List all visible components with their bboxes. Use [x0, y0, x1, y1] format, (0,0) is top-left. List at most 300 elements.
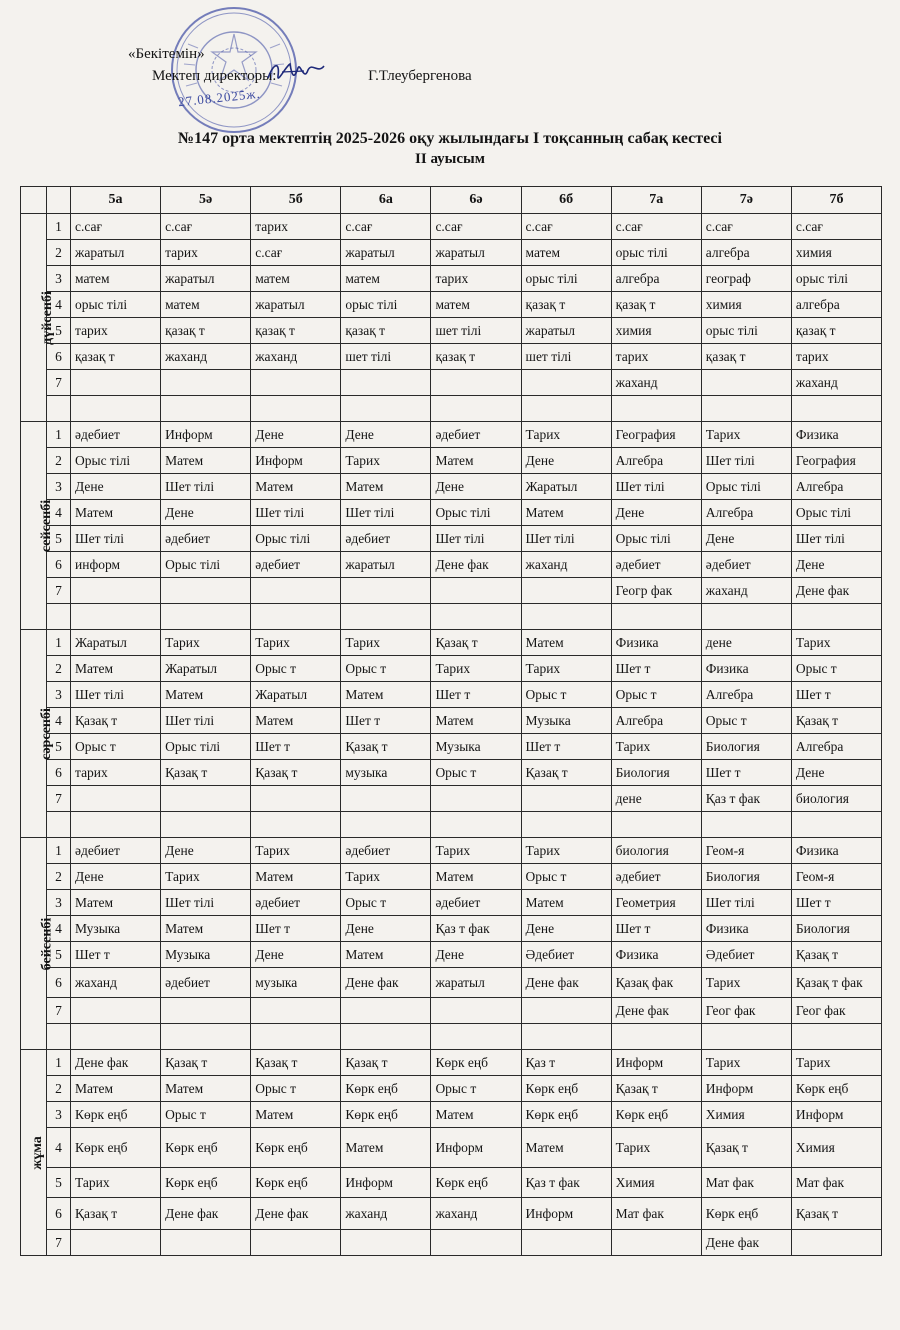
lesson-row: [21, 838, 882, 864]
lesson-cell: Матем: [521, 1128, 611, 1168]
lesson-cell: [161, 578, 251, 604]
day-name: сәрсенбі: [38, 708, 54, 760]
lesson-cell: матем: [431, 292, 521, 318]
lesson-cell: [431, 786, 521, 812]
lesson-row: [21, 916, 882, 942]
lesson-number: 2: [47, 240, 71, 266]
lesson-cell: Матем: [431, 708, 521, 734]
lesson-cell: Биология: [611, 760, 701, 786]
lesson-cell: с.сағ: [521, 214, 611, 240]
lesson-cell: Жаратыл: [521, 474, 611, 500]
spacer-row: [21, 604, 882, 630]
class-header: 5а: [71, 187, 161, 214]
lesson-cell: Орыс т: [341, 890, 431, 916]
lesson-cell: Тарих: [161, 864, 251, 890]
lesson-cell: жаханд: [71, 968, 161, 998]
lesson-cell: Шет т: [251, 734, 341, 760]
lesson-cell: Орыс тілі: [791, 500, 881, 526]
lesson-cell: [161, 998, 251, 1024]
lesson-cell: Матем: [71, 500, 161, 526]
lesson-cell: [791, 1230, 881, 1256]
lesson-cell: қазақ т: [701, 344, 791, 370]
lesson-cell: Мат фак: [791, 1168, 881, 1198]
lesson-cell: Матем: [71, 890, 161, 916]
lesson-cell: Шет т: [71, 942, 161, 968]
lesson-cell: жаратыл: [431, 968, 521, 998]
lesson-cell: Әдебиет: [521, 942, 611, 968]
lesson-cell: Матем: [251, 864, 341, 890]
lesson-cell: Қазақ т: [521, 760, 611, 786]
lesson-row: [21, 864, 882, 890]
lesson-cell: Матем: [431, 864, 521, 890]
lesson-cell: Шет тілі: [161, 708, 251, 734]
lesson-row: [21, 422, 882, 448]
lesson-cell: Геог фак: [701, 998, 791, 1024]
lesson-number: 6: [47, 760, 71, 786]
lesson-cell: химия: [791, 240, 881, 266]
class-header: 5б: [251, 187, 341, 214]
lesson-cell: Геом-я: [791, 864, 881, 890]
lesson-cell: әдебиет: [341, 526, 431, 552]
lesson-number: 3: [47, 890, 71, 916]
lesson-number: 7: [47, 786, 71, 812]
lesson-cell: Физика: [791, 838, 881, 864]
lesson-cell: Матем: [521, 630, 611, 656]
empty-cell: [431, 396, 521, 422]
lesson-cell: География: [611, 422, 701, 448]
lesson-row: [21, 734, 882, 760]
lesson-cell: жаханд: [431, 1198, 521, 1230]
lesson-row: [21, 1128, 882, 1168]
lesson-row: [21, 214, 882, 240]
empty-cell: [791, 396, 881, 422]
lesson-cell: Әдебиет: [701, 942, 791, 968]
lesson-cell: Орыс т: [71, 734, 161, 760]
lesson-number: 2: [47, 864, 71, 890]
lesson-cell: Шет тілі: [341, 500, 431, 526]
lesson-cell: Көрк еңб: [161, 1128, 251, 1168]
lesson-row: [21, 578, 882, 604]
lesson-cell: әдебиет: [161, 968, 251, 998]
empty-cell: [791, 1024, 881, 1050]
lesson-cell: қазақ т: [431, 344, 521, 370]
lesson-cell: Шет тілі: [431, 526, 521, 552]
lesson-cell: жаханд: [161, 344, 251, 370]
empty-cell: [47, 604, 71, 630]
lesson-cell: Қаз т: [521, 1050, 611, 1076]
lesson-cell: тарих: [71, 760, 161, 786]
empty-cell: [251, 812, 341, 838]
lesson-cell: қазақ т: [521, 292, 611, 318]
lesson-cell: Орыс тілі: [71, 448, 161, 474]
lesson-number: 3: [47, 1102, 71, 1128]
lesson-row: [21, 890, 882, 916]
class-header: 6б: [521, 187, 611, 214]
lesson-cell: тарих: [791, 344, 881, 370]
spacer-row: [21, 396, 882, 422]
lesson-cell: [431, 370, 521, 396]
lesson-cell: Дене фак: [251, 1198, 341, 1230]
lesson-cell: Геог фак: [791, 998, 881, 1024]
lesson-cell: тарих: [251, 214, 341, 240]
lesson-cell: жаратыл: [431, 240, 521, 266]
lesson-cell: дене: [611, 786, 701, 812]
lesson-cell: Дене фак: [431, 552, 521, 578]
lesson-cell: Тарих: [611, 734, 701, 760]
lesson-cell: [521, 998, 611, 1024]
lesson-number: 5: [47, 942, 71, 968]
lesson-cell: қазақ т: [791, 318, 881, 344]
lesson-cell: Тарих: [701, 1050, 791, 1076]
lesson-cell: Қаз т фак: [521, 1168, 611, 1198]
lesson-cell: жаханд: [611, 370, 701, 396]
lesson-cell: әдебиет: [611, 864, 701, 890]
lesson-cell: Дене: [431, 474, 521, 500]
lesson-cell: дене: [701, 630, 791, 656]
lesson-cell: қазақ т: [71, 344, 161, 370]
lesson-cell: Матем: [431, 448, 521, 474]
lesson-number: 1: [47, 422, 71, 448]
lesson-cell: Тарих: [521, 422, 611, 448]
empty-cell: [71, 812, 161, 838]
lesson-cell: с.сағ: [611, 214, 701, 240]
lesson-number: 3: [47, 266, 71, 292]
lesson-cell: Қазақ т: [791, 708, 881, 734]
lesson-cell: [431, 578, 521, 604]
lesson-cell: биология: [611, 838, 701, 864]
lesson-cell: Тарих: [341, 864, 431, 890]
lesson-cell: әдебиет: [611, 552, 701, 578]
page-title: №147 орта мектептің 2025-2026 оқу жылындағы І тоқсанның сабақ кестесі: [178, 130, 722, 147]
lesson-cell: с.сағ: [701, 214, 791, 240]
lesson-cell: [251, 1230, 341, 1256]
lesson-cell: Шет тілі: [611, 474, 701, 500]
lesson-row: [21, 630, 882, 656]
lesson-row: [21, 500, 882, 526]
empty-cell: [521, 1024, 611, 1050]
lesson-number: 2: [47, 656, 71, 682]
empty-cell: [251, 604, 341, 630]
day-name: бейсенбі: [39, 917, 55, 971]
lesson-cell: [701, 370, 791, 396]
empty-cell: [611, 812, 701, 838]
lesson-cell: орыс тілі: [701, 318, 791, 344]
lesson-cell: алгебра: [611, 266, 701, 292]
lesson-cell: [251, 998, 341, 1024]
lesson-cell: Қазақ т: [251, 760, 341, 786]
lesson-cell: Қазақ т: [701, 1128, 791, 1168]
lesson-cell: Орыс тілі: [611, 526, 701, 552]
lesson-cell: Матем: [251, 1102, 341, 1128]
spacer-row: [21, 812, 882, 838]
lesson-cell: Шет т: [341, 708, 431, 734]
lesson-cell: Матем: [521, 500, 611, 526]
lesson-cell: Дене: [161, 500, 251, 526]
lesson-cell: әдебиет: [431, 422, 521, 448]
lesson-cell: [431, 1230, 521, 1256]
lesson-cell: Матем: [71, 656, 161, 682]
lesson-cell: Қаз т фак: [431, 916, 521, 942]
lesson-row: [21, 656, 882, 682]
lesson-cell: жаратыл: [341, 552, 431, 578]
lesson-cell: жаратыл: [341, 240, 431, 266]
empty-cell: [791, 604, 881, 630]
class-header: 5ә: [161, 187, 251, 214]
lesson-cell: Дене: [521, 448, 611, 474]
lesson-number: 6: [47, 1198, 71, 1230]
lesson-cell: [71, 370, 161, 396]
day-label-cell: [21, 422, 55, 630]
lesson-cell: Физика: [611, 942, 701, 968]
lesson-cell: [341, 370, 431, 396]
lesson-cell: Көрк еңб: [431, 1168, 521, 1198]
empty-cell: [431, 812, 521, 838]
lesson-cell: Орыс тілі: [161, 552, 251, 578]
lesson-cell: Физика: [791, 422, 881, 448]
lesson-cell: жаханд: [791, 370, 881, 396]
lesson-cell: Орыс т: [521, 864, 611, 890]
lesson-cell: Дене: [71, 474, 161, 500]
lesson-cell: Матем: [161, 916, 251, 942]
lesson-cell: Тарих: [251, 630, 341, 656]
lesson-cell: с.сағ: [161, 214, 251, 240]
empty-cell: [341, 812, 431, 838]
empty-cell: [611, 396, 701, 422]
lesson-cell: тарих: [611, 344, 701, 370]
lesson-cell: Қазақ т: [791, 1198, 881, 1230]
lesson-cell: [161, 1230, 251, 1256]
lesson-row: [21, 786, 882, 812]
day-label-cell: [21, 630, 54, 838]
empty-cell: [341, 396, 431, 422]
lesson-cell: [521, 786, 611, 812]
lesson-row: [21, 448, 882, 474]
empty-cell: [161, 812, 251, 838]
empty-cell: [701, 604, 791, 630]
lesson-cell: Тарих: [251, 838, 341, 864]
lesson-cell: географ: [701, 266, 791, 292]
lesson-row: [21, 1198, 882, 1230]
lesson-cell: Қазақ т: [71, 708, 161, 734]
empty-cell: [161, 604, 251, 630]
lesson-cell: [521, 1230, 611, 1256]
day-column-header: [21, 187, 47, 214]
lesson-row: [21, 552, 882, 578]
lesson-cell: Шет тілі: [251, 500, 341, 526]
lesson-cell: с.сағ: [431, 214, 521, 240]
lesson-cell: [431, 998, 521, 1024]
lesson-cell: Физика: [701, 916, 791, 942]
lesson-cell: Көрк еңб: [611, 1102, 701, 1128]
lesson-cell: Қазақ т: [431, 630, 521, 656]
lesson-cell: Музыка: [521, 708, 611, 734]
lesson-cell: Алгебра: [701, 500, 791, 526]
lesson-cell: Қазақ т: [611, 1076, 701, 1102]
lesson-cell: Дене: [431, 942, 521, 968]
lesson-number: 4: [47, 708, 71, 734]
lesson-cell: Көрк еңб: [791, 1076, 881, 1102]
lesson-cell: Шет тілі: [71, 526, 161, 552]
lesson-cell: Дене: [341, 422, 431, 448]
empty-cell: [47, 812, 71, 838]
day-name: жұма: [29, 1136, 45, 1170]
empty-cell: [521, 396, 611, 422]
lesson-cell: матем: [341, 266, 431, 292]
lesson-row: [21, 760, 882, 786]
lesson-cell: [521, 578, 611, 604]
lesson-cell: с.сағ: [791, 214, 881, 240]
lesson-number: 6: [47, 344, 71, 370]
lesson-cell: қазақ т: [251, 318, 341, 344]
lesson-row: [21, 942, 882, 968]
lesson-cell: Биология: [701, 734, 791, 760]
lesson-cell: тарих: [161, 240, 251, 266]
lesson-row: [21, 1230, 882, 1256]
lesson-cell: Қазақ т: [161, 760, 251, 786]
lesson-cell: Шет т: [791, 890, 881, 916]
lesson-cell: Тарих: [431, 838, 521, 864]
lesson-row: [21, 318, 882, 344]
lesson-cell: [251, 578, 341, 604]
lesson-cell: Орыс т: [701, 708, 791, 734]
lesson-cell: Алгебра: [701, 682, 791, 708]
lesson-cell: Орыс т: [791, 656, 881, 682]
lesson-cell: Матем: [251, 708, 341, 734]
lesson-cell: Тарих: [341, 630, 431, 656]
lesson-cell: Орыс тілі: [251, 526, 341, 552]
lesson-cell: Қазақ т: [341, 1050, 431, 1076]
empty-cell: [611, 604, 701, 630]
lesson-cell: әдебиет: [431, 890, 521, 916]
lesson-cell: Орыс т: [611, 682, 701, 708]
lesson-cell: Шет тілі: [71, 682, 161, 708]
lesson-row: [21, 266, 882, 292]
schedule-table: [20, 186, 882, 1256]
director-signature: [264, 56, 328, 88]
lesson-cell: Музыка: [71, 916, 161, 942]
empty-cell: [341, 1024, 431, 1050]
lesson-cell: Қазақ т: [791, 942, 881, 968]
lesson-cell: Көрк еңб: [251, 1168, 341, 1198]
lesson-cell: Жаратыл: [71, 630, 161, 656]
lesson-number: 4: [47, 1128, 71, 1168]
lesson-row: [21, 474, 882, 500]
lesson-cell: Көрк еңб: [71, 1102, 161, 1128]
lesson-cell: Шет тілі: [521, 526, 611, 552]
lesson-cell: Дене фак: [341, 968, 431, 998]
lesson-cell: алгебра: [701, 240, 791, 266]
lesson-cell: тарих: [431, 266, 521, 292]
lesson-cell: Дене: [791, 760, 881, 786]
lesson-cell: [341, 786, 431, 812]
lesson-cell: Орыс т: [431, 760, 521, 786]
lesson-cell: орыс тілі: [791, 266, 881, 292]
lesson-number: 1: [47, 214, 71, 240]
lesson-cell: Матем: [341, 942, 431, 968]
approval-label: «Бекітемін»: [128, 46, 205, 62]
lesson-cell: [71, 998, 161, 1024]
lesson-cell: жаратыл: [251, 292, 341, 318]
lesson-number: 2: [47, 1076, 71, 1102]
lesson-cell: Жаратыл: [251, 682, 341, 708]
empty-cell: [611, 1024, 701, 1050]
lesson-cell: Музыка: [161, 942, 251, 968]
class-header: 7а: [611, 187, 701, 214]
lesson-cell: әдебиет: [341, 838, 431, 864]
lesson-number: 3: [47, 682, 71, 708]
lesson-cell: Көрк еңб: [341, 1076, 431, 1102]
day-name: дүйсенбі: [39, 291, 55, 345]
lesson-cell: Музыка: [431, 734, 521, 760]
lesson-cell: Мат фак: [611, 1198, 701, 1230]
spacer-row: [21, 1024, 882, 1050]
lesson-cell: Химия: [701, 1102, 791, 1128]
lesson-cell: жаратыл: [71, 240, 161, 266]
class-header: 6а: [341, 187, 431, 214]
lesson-cell: Физика: [611, 630, 701, 656]
lesson-cell: [341, 578, 431, 604]
lesson-cell: Қазақ т: [161, 1050, 251, 1076]
lesson-cell: Дене фак: [521, 968, 611, 998]
lesson-cell: Шет т: [611, 916, 701, 942]
empty-cell: [47, 1024, 71, 1050]
lesson-row: [21, 968, 882, 998]
lesson-cell: жаханд: [341, 1198, 431, 1230]
lesson-cell: Дене: [791, 552, 881, 578]
lesson-cell: әдебиет: [71, 838, 161, 864]
lesson-cell: Матем: [341, 474, 431, 500]
lesson-cell: Матем: [161, 1076, 251, 1102]
lesson-cell: Шет т: [251, 916, 341, 942]
lesson-cell: Информ: [701, 1076, 791, 1102]
lesson-cell: матем: [251, 266, 341, 292]
lesson-cell: Орыс т: [161, 1102, 251, 1128]
lesson-cell: Биология: [701, 864, 791, 890]
class-header: 7ә: [701, 187, 791, 214]
lesson-cell: Шет тілі: [701, 890, 791, 916]
lesson-cell: Шет т: [521, 734, 611, 760]
lesson-cell: шет тілі: [521, 344, 611, 370]
lesson-cell: Қазақ т: [71, 1198, 161, 1230]
lesson-number: 7: [47, 998, 71, 1024]
lesson-cell: Шет тілі: [161, 474, 251, 500]
lesson-cell: қазақ т: [341, 318, 431, 344]
lesson-row: [21, 708, 882, 734]
lesson-row: [21, 344, 882, 370]
lesson-cell: Көрк еңб: [161, 1168, 251, 1198]
lesson-cell: Матем: [431, 1102, 521, 1128]
lesson-cell: Матем: [521, 890, 611, 916]
lesson-cell: орыс тілі: [341, 292, 431, 318]
lesson-cell: Орыс т: [251, 1076, 341, 1102]
lesson-row: [21, 1076, 882, 1102]
day-label-cell: [21, 1050, 47, 1256]
lesson-cell: Дене: [521, 916, 611, 942]
lesson-cell: Орыс тілі: [161, 734, 251, 760]
lesson-number: 1: [47, 630, 71, 656]
empty-cell: [251, 1024, 341, 1050]
lesson-cell: [251, 370, 341, 396]
lesson-number: 7: [47, 370, 71, 396]
lesson-cell: Дене фак: [701, 1230, 791, 1256]
lesson-cell: орыс тілі: [71, 292, 161, 318]
empty-cell: [251, 396, 341, 422]
lesson-cell: Информ: [521, 1198, 611, 1230]
lesson-number: 7: [47, 578, 71, 604]
lesson-cell: Тарих: [611, 1128, 701, 1168]
lesson-cell: с.сағ: [251, 240, 341, 266]
director-name: Г.Тлеубергенова: [368, 68, 472, 84]
